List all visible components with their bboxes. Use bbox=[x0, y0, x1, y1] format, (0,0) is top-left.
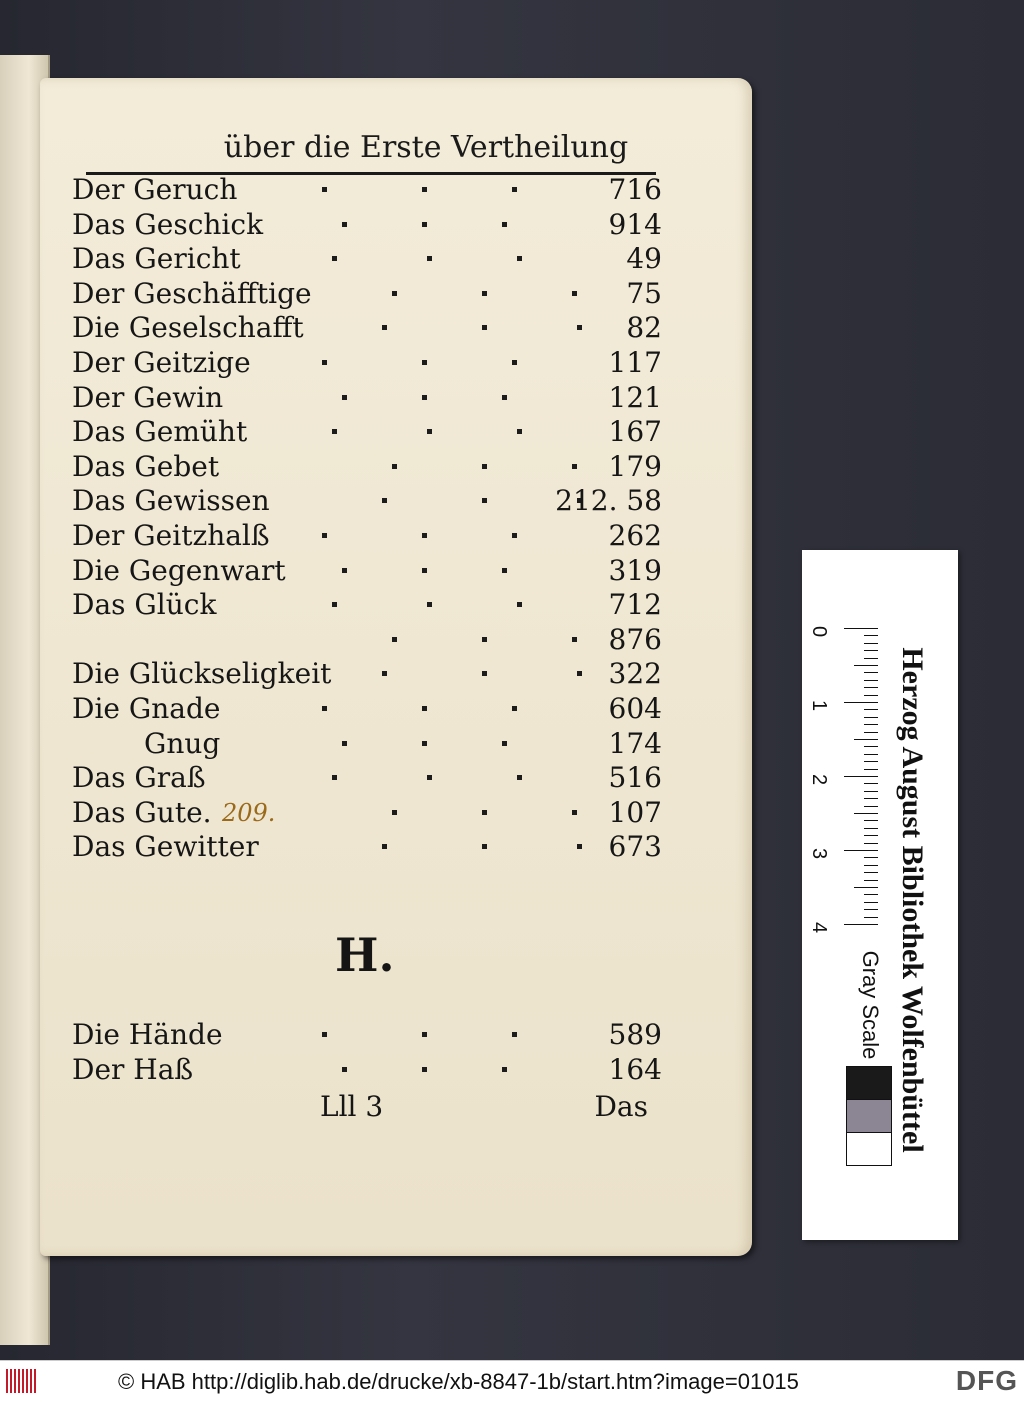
ruler-tick bbox=[864, 806, 878, 807]
leader-dot bbox=[392, 464, 397, 469]
gray-swatch bbox=[846, 1066, 892, 1100]
leader-dot bbox=[322, 1032, 327, 1037]
ruler-tick bbox=[844, 850, 878, 851]
leader-dot bbox=[422, 706, 427, 711]
leader-dot bbox=[512, 187, 517, 192]
page-number: 212. 58 bbox=[555, 484, 662, 518]
leader-dot bbox=[322, 533, 327, 538]
leader-dot bbox=[517, 775, 522, 780]
ruler-tick bbox=[864, 658, 878, 659]
leader-dot bbox=[422, 1067, 427, 1072]
ruler-tick bbox=[854, 813, 878, 814]
index-term: Das Gericht bbox=[72, 242, 241, 276]
leader-dot bbox=[322, 706, 327, 711]
page-number: 174 bbox=[608, 726, 662, 760]
leader-dot bbox=[512, 706, 517, 711]
leader-dot bbox=[422, 533, 427, 538]
ruler-tick bbox=[864, 761, 878, 762]
leader-dot bbox=[482, 291, 487, 296]
leader-dot bbox=[422, 187, 427, 192]
leader-dot bbox=[322, 187, 327, 192]
leader-dot bbox=[392, 291, 397, 296]
index-term: Das Gewitter bbox=[72, 830, 259, 864]
index-term: Das Gebet bbox=[72, 449, 220, 483]
leader-dot bbox=[332, 775, 337, 780]
page-number: 673 bbox=[608, 830, 662, 864]
leader-dot bbox=[422, 568, 427, 573]
index-row bbox=[72, 277, 662, 311]
running-head: über die Erste Vertheilung bbox=[223, 130, 629, 165]
index-row bbox=[72, 484, 662, 518]
leader-dot bbox=[512, 360, 517, 365]
ruler-tick bbox=[864, 857, 878, 858]
leader-dot bbox=[517, 602, 522, 607]
index-row bbox=[72, 242, 662, 276]
leader-dot bbox=[427, 429, 432, 434]
page-number: 121 bbox=[608, 380, 662, 414]
leader-dot bbox=[577, 325, 582, 330]
ruler-tick bbox=[864, 865, 878, 866]
index-term: Das Glück bbox=[72, 588, 217, 622]
leader-dot bbox=[482, 498, 487, 503]
ruler-tick bbox=[864, 902, 878, 903]
index-term: Der Geschäfftige bbox=[72, 276, 312, 310]
credit-link[interactable]: © HAB http://diglib.hab.de/drucke/xb-8847-1b/start.htm?image=01015 bbox=[118, 1369, 799, 1394]
page-number: 75 bbox=[626, 276, 662, 310]
ruler-tick bbox=[854, 887, 878, 888]
dfg-logo: DFG bbox=[955, 1365, 1018, 1396]
page-number: 516 bbox=[608, 761, 662, 795]
index-row bbox=[72, 761, 662, 795]
leader-dot bbox=[322, 360, 327, 365]
index-row bbox=[72, 796, 662, 830]
index-row bbox=[72, 208, 662, 242]
leader-dot bbox=[572, 291, 577, 296]
page-number: 164 bbox=[608, 1052, 662, 1086]
leader-dot bbox=[572, 464, 577, 469]
leader-dot bbox=[502, 1067, 507, 1072]
index-term: Der Geitzige bbox=[72, 346, 251, 379]
ruler-tick bbox=[864, 909, 878, 910]
ruler-tick bbox=[864, 835, 878, 836]
leader-dot bbox=[422, 1032, 427, 1037]
page-number: 604 bbox=[608, 692, 662, 725]
page-number: 322 bbox=[608, 657, 662, 691]
index-term: Das Geschick bbox=[72, 207, 264, 241]
leader-dot bbox=[517, 429, 522, 434]
ruler-title: Herzog August Bibliothek Wolfenbüttel bbox=[896, 647, 929, 1153]
index-term: Die Gnade bbox=[72, 692, 221, 725]
leader-dot bbox=[382, 671, 387, 676]
ruler-tick bbox=[864, 820, 878, 821]
scale-number: 0 bbox=[808, 625, 831, 638]
leader-dot bbox=[482, 844, 487, 849]
leader-dot bbox=[332, 429, 337, 434]
ruler-tick bbox=[844, 628, 878, 629]
index-row bbox=[72, 519, 662, 553]
index-row bbox=[72, 311, 662, 345]
index-row bbox=[72, 554, 662, 588]
gray-swatch bbox=[846, 1132, 892, 1166]
scale-number: 4 bbox=[808, 921, 831, 934]
scale-number: 1 bbox=[808, 699, 831, 712]
index-term: Der Gewin bbox=[72, 380, 224, 414]
leader-dot bbox=[482, 637, 487, 642]
leader-dot bbox=[382, 844, 387, 849]
leader-dot bbox=[572, 810, 577, 815]
page-number: 712 bbox=[608, 588, 662, 622]
scale-number: 2 bbox=[808, 773, 831, 786]
page-number: 82 bbox=[626, 311, 662, 345]
index-row bbox=[72, 415, 662, 449]
ruler-tick bbox=[864, 687, 878, 688]
leader-dot bbox=[512, 533, 517, 538]
index-term: Der Haß bbox=[72, 1052, 194, 1086]
index-term: Die Gegenwart bbox=[72, 553, 286, 587]
leader-dot bbox=[502, 741, 507, 746]
gray-scale-label: Gray Scale bbox=[858, 950, 883, 1060]
leader-dot bbox=[342, 741, 347, 746]
ruler-tick bbox=[864, 695, 878, 696]
leader-dot bbox=[482, 810, 487, 815]
index-term: Das Gewissen bbox=[72, 484, 270, 518]
page-number: 167 bbox=[608, 415, 662, 449]
index-row bbox=[72, 623, 662, 657]
leader-dot bbox=[427, 775, 432, 780]
leader-dot bbox=[342, 568, 347, 573]
signature-mark: Lll 3 bbox=[320, 1090, 384, 1123]
ruler-tick bbox=[864, 872, 878, 873]
ruler-tick bbox=[864, 680, 878, 681]
leader-dot bbox=[382, 498, 387, 503]
leader-dot bbox=[482, 325, 487, 330]
page-number: 262 bbox=[608, 519, 662, 552]
leader-dot bbox=[342, 395, 347, 400]
leader-dot bbox=[392, 810, 397, 815]
ruler-tick bbox=[864, 880, 878, 881]
page-number: 589 bbox=[608, 1018, 662, 1051]
index-term: Der Geitzhalß bbox=[72, 519, 270, 552]
page-number: 319 bbox=[608, 553, 662, 587]
leader-dot bbox=[332, 256, 337, 261]
ruler-tick bbox=[864, 798, 878, 799]
ruler-tick bbox=[864, 672, 878, 673]
ruler-tick bbox=[864, 746, 878, 747]
ruler-tick bbox=[864, 843, 878, 844]
ruler-tick bbox=[864, 783, 878, 784]
scale-number: 3 bbox=[808, 847, 831, 860]
ruler-tick bbox=[864, 894, 878, 895]
index-term: Gnug bbox=[144, 726, 221, 760]
leader-dot bbox=[482, 464, 487, 469]
index-term: Das Gute. bbox=[72, 795, 212, 829]
ruler-tick bbox=[864, 732, 878, 733]
leader-dot bbox=[422, 360, 427, 365]
leader-dot bbox=[422, 741, 427, 746]
leader-dot bbox=[517, 256, 522, 261]
page-number: 914 bbox=[608, 207, 662, 241]
index-row bbox=[72, 346, 662, 380]
index-row bbox=[72, 450, 662, 484]
footer-bar bbox=[0, 1360, 1024, 1402]
leader-dot bbox=[382, 325, 387, 330]
index-term: Das Gemüht bbox=[72, 415, 248, 449]
index-row bbox=[72, 830, 662, 864]
index-term: Der Geruch bbox=[72, 173, 238, 206]
index-row bbox=[72, 1018, 662, 1052]
ruler-tick bbox=[864, 717, 878, 718]
leader-dot bbox=[422, 222, 427, 227]
leader-dot bbox=[392, 637, 397, 642]
page-number: 716 bbox=[608, 173, 662, 206]
ruler-tick bbox=[844, 702, 878, 703]
index-row bbox=[72, 657, 662, 691]
ruler-tick bbox=[864, 754, 878, 755]
ruler-tick bbox=[864, 643, 878, 644]
barcode-icon bbox=[6, 1369, 38, 1393]
ruler-tick bbox=[864, 650, 878, 651]
leader-dot bbox=[482, 671, 487, 676]
ruler-tick bbox=[844, 924, 878, 925]
leader-dot bbox=[342, 222, 347, 227]
ruler-tick bbox=[864, 709, 878, 710]
leader-dot bbox=[502, 395, 507, 400]
handwritten-note: 209. bbox=[222, 798, 276, 827]
leader-dot bbox=[502, 568, 507, 573]
leader-dot bbox=[342, 1067, 347, 1072]
page-number: 107 bbox=[608, 795, 662, 829]
ruler-tick bbox=[864, 635, 878, 636]
ruler-tick bbox=[844, 776, 878, 777]
leader-dot bbox=[502, 222, 507, 227]
page-number: 49 bbox=[626, 242, 662, 276]
catchword: Das bbox=[594, 1090, 648, 1123]
ruler-tick bbox=[854, 739, 878, 740]
section-letter: H. bbox=[335, 928, 395, 982]
book-page bbox=[40, 78, 752, 1256]
page-number: 179 bbox=[608, 449, 662, 483]
leader-dot bbox=[577, 671, 582, 676]
leader-dot bbox=[427, 602, 432, 607]
leader-dot bbox=[332, 602, 337, 607]
index-row bbox=[72, 727, 662, 761]
index-term: Die Glückseligkeit bbox=[72, 657, 332, 691]
ruler-tick bbox=[864, 917, 878, 918]
leader-dot bbox=[577, 844, 582, 849]
page-number: 876 bbox=[608, 622, 662, 656]
index-row bbox=[72, 588, 662, 622]
ruler-tick bbox=[864, 828, 878, 829]
index-row bbox=[72, 173, 662, 207]
ruler-tick bbox=[864, 791, 878, 792]
leader-dot bbox=[427, 256, 432, 261]
ruler-tick bbox=[864, 724, 878, 725]
index-term: Die Geselschafft bbox=[72, 311, 304, 345]
index-term: Die Hände bbox=[72, 1018, 223, 1051]
index-row bbox=[72, 381, 662, 415]
ruler-tick bbox=[854, 665, 878, 666]
ruler-tick bbox=[864, 769, 878, 770]
leader-dot bbox=[512, 1032, 517, 1037]
index-term: Das Graß bbox=[72, 761, 206, 795]
leader-dot bbox=[572, 637, 577, 642]
gray-swatch bbox=[846, 1099, 892, 1133]
page-number: 117 bbox=[608, 346, 662, 379]
index-row bbox=[72, 692, 662, 726]
index-row bbox=[72, 1053, 662, 1087]
leader-dot bbox=[422, 395, 427, 400]
